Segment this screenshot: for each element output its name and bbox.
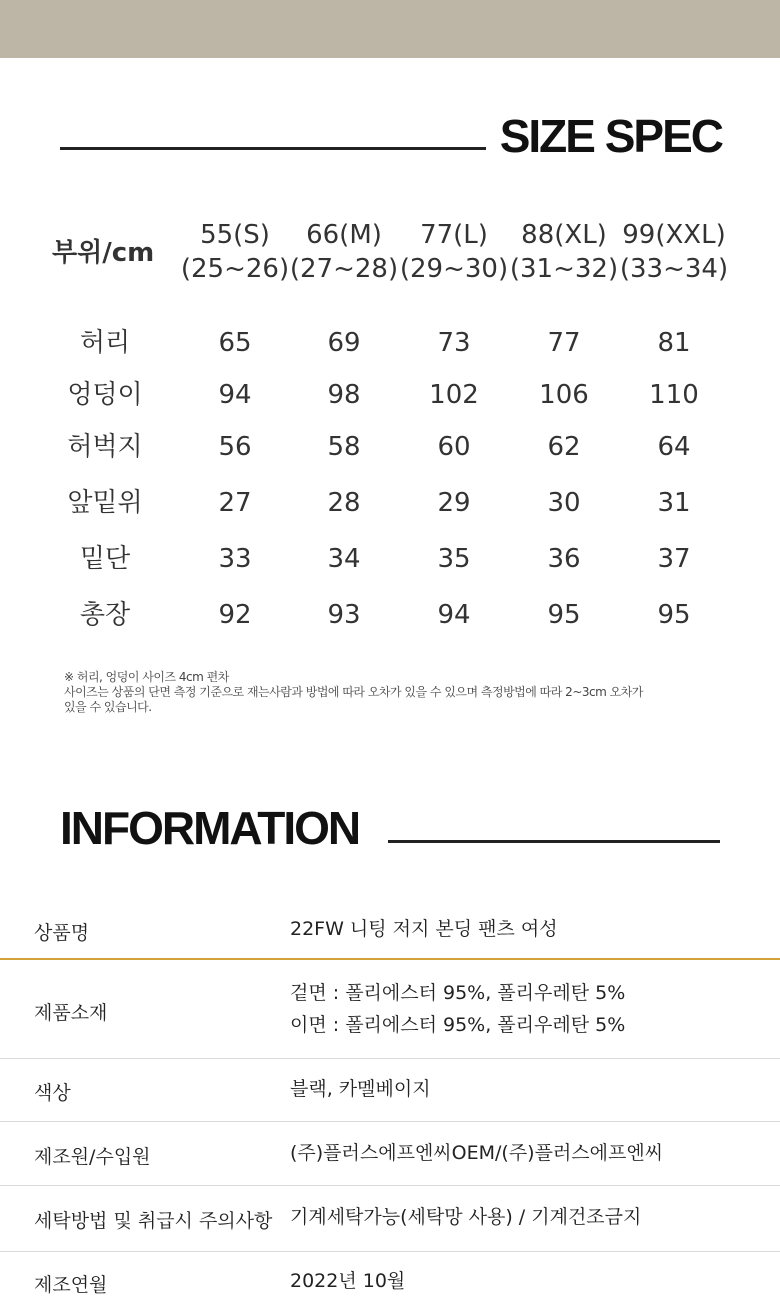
size-spec-title: SIZE SPEC bbox=[499, 110, 722, 162]
size-col-header: 99(XXL) (33~34) bbox=[619, 220, 729, 284]
size-row-label: 밑단 bbox=[79, 544, 131, 574]
note-line: ※ 허리, 엉덩이 사이즈 4cm 편차 bbox=[64, 670, 229, 684]
size-table-header bbox=[0, 218, 780, 290]
size-cell: 31 bbox=[657, 488, 691, 518]
size-cell: 34 bbox=[327, 544, 361, 574]
size-cell: 58 bbox=[327, 432, 361, 462]
info-value: (주)플러스에프엔씨OEM/(주)플러스에프엔씨 bbox=[290, 1142, 664, 1164]
size-cell: 95 bbox=[657, 600, 691, 630]
info-label: 제조원/수입원 bbox=[34, 1146, 151, 1168]
size-cell: 94 bbox=[218, 380, 252, 410]
heading-rule bbox=[60, 147, 486, 150]
info-row-product-name bbox=[0, 900, 780, 960]
size-row-label: 허리 bbox=[79, 328, 131, 358]
size-cell: 93 bbox=[327, 600, 361, 630]
size-cell: 56 bbox=[218, 432, 252, 462]
size-notes bbox=[64, 670, 744, 715]
size-cell: 35 bbox=[437, 544, 471, 574]
size-cell: 77 bbox=[547, 328, 581, 358]
size-row-label: 허벅지 bbox=[67, 432, 143, 462]
size-col-header: 77(L) (29~30) bbox=[399, 220, 509, 284]
size-cell: 29 bbox=[437, 488, 471, 518]
info-row-manufacture-date bbox=[0, 1252, 780, 1312]
info-label: 상품명 bbox=[34, 922, 90, 944]
info-label: 제조연월 bbox=[34, 1274, 108, 1296]
information-title: INFORMATION bbox=[60, 802, 360, 854]
info-row-color bbox=[0, 1059, 780, 1122]
size-row-front-rise bbox=[0, 483, 780, 523]
info-value: 이면 : 폴리에스터 95%, 폴리우레탄 5% bbox=[290, 1014, 626, 1036]
size-cell: 36 bbox=[547, 544, 581, 574]
info-value: 겉면 : 폴리에스터 95%, 폴리우레탄 5% bbox=[290, 982, 626, 1004]
size-cell: 37 bbox=[657, 544, 691, 574]
size-cell: 92 bbox=[218, 600, 252, 630]
size-col-header: 55(S) (25~26) bbox=[180, 220, 290, 284]
size-row-waist bbox=[0, 323, 780, 363]
size-cell: 27 bbox=[218, 488, 252, 518]
info-row-care bbox=[0, 1186, 780, 1252]
size-row-hem bbox=[0, 539, 780, 579]
size-col-header: 88(XL) (31~32) bbox=[509, 220, 619, 284]
info-value: 2022년 10월 bbox=[290, 1270, 406, 1292]
size-row-label: 총장 bbox=[79, 600, 131, 630]
note-line: 사이즈는 상품의 단면 측정 기준으로 재는사람과 방법에 따라 오차가 있을 수 있으며 측정방법에 따라 2~3cm 오차가 bbox=[64, 685, 643, 699]
size-cell: 60 bbox=[437, 432, 471, 462]
size-col-header: 66(M) (27~28) bbox=[289, 220, 399, 284]
size-cell: 98 bbox=[327, 380, 361, 410]
size-row-label: 엉덩이 bbox=[67, 380, 143, 410]
size-spec-heading bbox=[60, 108, 722, 164]
info-label: 세탁방법 및 취급시 주의사항 bbox=[34, 1210, 273, 1232]
size-cell: 64 bbox=[657, 432, 691, 462]
size-cell: 106 bbox=[539, 380, 589, 410]
size-cell: 62 bbox=[547, 432, 581, 462]
size-row-hip bbox=[0, 375, 780, 415]
size-cell: 69 bbox=[327, 328, 361, 358]
size-header-label: 부위/cm bbox=[52, 238, 155, 268]
size-cell: 28 bbox=[327, 488, 361, 518]
size-cell: 110 bbox=[649, 380, 699, 410]
size-cell: 95 bbox=[547, 600, 581, 630]
size-cell: 102 bbox=[429, 380, 479, 410]
information-heading bbox=[60, 800, 720, 856]
note-line: 있을 수 있습니다. bbox=[64, 700, 152, 714]
size-row-thigh bbox=[0, 427, 780, 467]
info-value: 블랙, 카멜베이지 bbox=[290, 1078, 431, 1100]
info-label: 제품소재 bbox=[34, 1002, 108, 1024]
info-row-manufacturer bbox=[0, 1122, 780, 1186]
info-value: 기계세탁가능(세탁망 사용) / 기계건조금지 bbox=[290, 1206, 642, 1228]
size-cell: 81 bbox=[657, 328, 691, 358]
heading-rule bbox=[388, 840, 720, 843]
size-cell: 73 bbox=[437, 328, 471, 358]
size-cell: 30 bbox=[547, 488, 581, 518]
size-cell: 94 bbox=[437, 600, 471, 630]
info-value: 22FW 니팅 저지 본딩 팬츠 여성 bbox=[290, 918, 558, 940]
info-row-material bbox=[0, 960, 780, 1059]
size-cell: 65 bbox=[218, 328, 252, 358]
size-row-label: 앞밑위 bbox=[67, 488, 143, 518]
info-label: 색상 bbox=[34, 1082, 71, 1104]
size-cell: 33 bbox=[218, 544, 252, 574]
size-row-length bbox=[0, 595, 780, 635]
top-image-band bbox=[0, 0, 780, 58]
